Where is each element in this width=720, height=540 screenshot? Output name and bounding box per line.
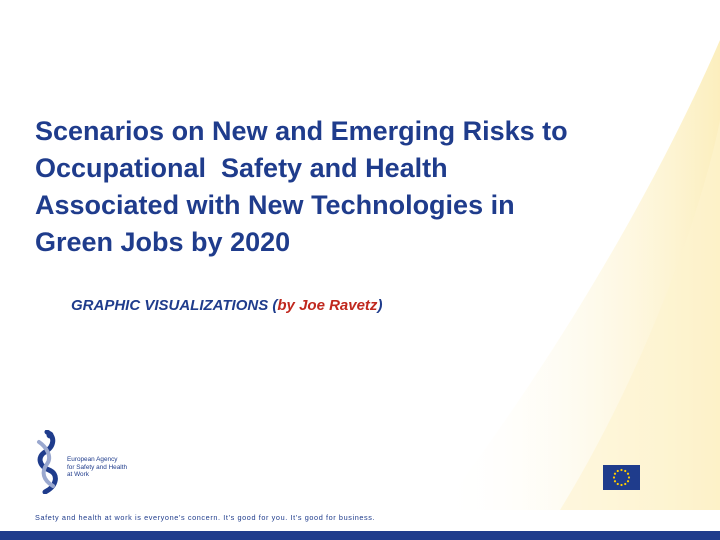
footer-tagline: Safety and health at work is everyone’s concern. It’s good for you. It’s good for business.: [35, 513, 376, 522]
agency-name-line: European Agency: [67, 456, 118, 463]
subtitle-author: by Joe Ravetz: [277, 297, 378, 314]
title-line: Occupational Safety and Health: [35, 153, 448, 183]
eu-star: [613, 476, 615, 478]
agency-logo: [33, 430, 143, 494]
eu-star: [617, 483, 619, 485]
title-line: Associated with New Technologies in: [35, 190, 515, 220]
slide-subtitle: [71, 297, 382, 314]
title-line: Green Jobs by 2020: [35, 227, 291, 257]
eu-star: [627, 473, 629, 475]
subtitle-prefix: GRAPHIC VISUALIZATIONS (: [71, 297, 278, 314]
eu-star: [614, 480, 616, 482]
subtitle-suffix: ): [377, 297, 383, 314]
eu-flag-icon: [603, 465, 640, 490]
agency-name-line: for Safety and Health: [67, 463, 128, 471]
agency-name: [67, 456, 127, 479]
osha-figure-icon: [33, 430, 65, 494]
eu-star: [620, 484, 622, 486]
slide-title: [35, 113, 695, 261]
agency-name-line: at Work: [67, 471, 89, 478]
eu-star: [627, 480, 629, 482]
eu-star: [628, 476, 630, 478]
eu-star: [620, 469, 622, 471]
eu-star: [624, 470, 626, 472]
title-line: Scenarios on New and Emerging Risks to: [35, 116, 568, 146]
eu-star: [617, 470, 619, 472]
eu-star: [614, 473, 616, 475]
footer-bar: [0, 531, 720, 540]
eu-star: [624, 483, 626, 485]
